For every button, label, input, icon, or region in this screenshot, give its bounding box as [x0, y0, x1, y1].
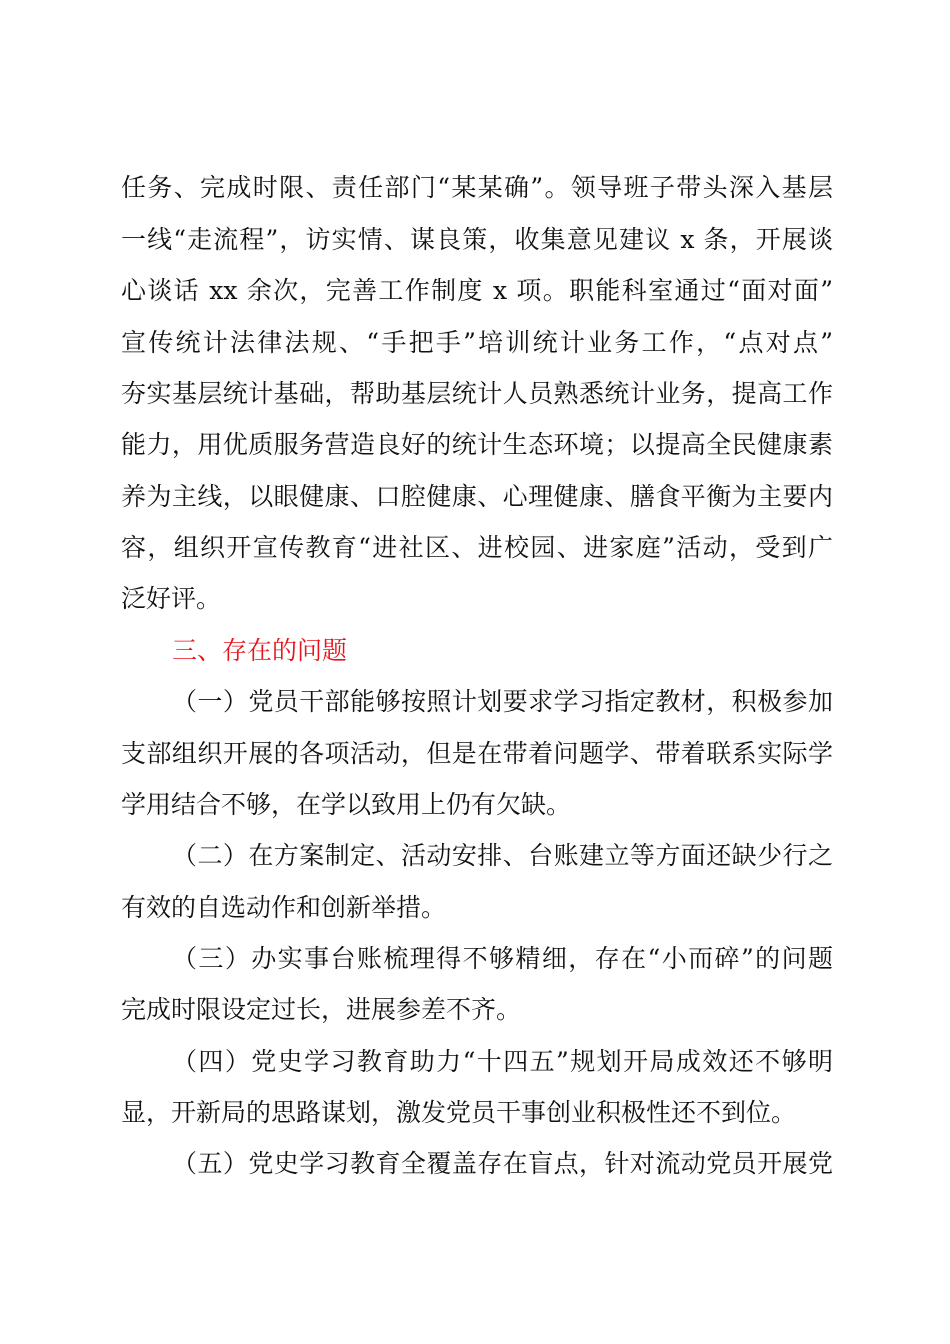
paragraph-line: 容，组织开宣传教育“进社区、进校园、进家庭”活动，受到广	[121, 533, 833, 562]
list-item-line: （一）党员干部能够按照计划要求学习指定教材，积极参加	[172, 687, 833, 716]
paragraph-line: 泛好评。	[121, 584, 222, 613]
list-item-line: （三）办实事台账梳理得不够精细，存在“小而碎”的问题	[172, 944, 833, 973]
list-item-line: 学用结合不够，在学以致用上仍有欠缺。	[121, 790, 572, 819]
paragraph-line: 养为主线，以眼健康、口腔健康、心理健康、膳食平衡为主要内	[121, 482, 833, 511]
list-item-line: （二）在方案制定、活动安排、台账建立等方面还缺少行之	[172, 841, 833, 870]
paragraph-line: 宣传统计法律法规、“手把手”培训统计业务工作，“点对点”	[121, 328, 833, 357]
paragraph-line: 夯实基层统计基础，帮助基层统计人员熟悉统计业务，提高工作	[121, 379, 833, 408]
list-item-line: （四）党史学习教育助力“十四五”规划开局成效还不够明	[172, 1047, 833, 1076]
paragraph-line: 任务、完成时限、责任部门“某某确”。领导班子带头深入基层	[121, 173, 833, 202]
section-heading: 三、存在的问题	[172, 636, 348, 665]
list-item-line: 完成时限设定过长，进展参差不齐。	[121, 995, 522, 1024]
list-item-line: 有效的自选动作和创新举措。	[121, 893, 447, 922]
list-item-line: 显，开新局的思路谋划，激发党员干事创业积极性还不到位。	[121, 1098, 797, 1127]
paragraph-line: 心谈话 xx 余次，完善工作制度 x 项。职能科室通过“面对面”	[121, 276, 833, 305]
list-item-line: 支部组织开展的各项活动，但是在带着问题学、带着联系实际学	[121, 739, 833, 768]
paragraph-line: 一线“走流程”，访实情、谋良策，收集意见建议 x 条，开展谈	[121, 225, 833, 254]
list-item-line: （五）党史学习教育全覆盖存在盲点，针对流动党员开展党	[172, 1149, 833, 1178]
paragraph-line: 能力，用优质服务营造良好的统计生态环境；以提高全民健康素	[121, 430, 833, 459]
